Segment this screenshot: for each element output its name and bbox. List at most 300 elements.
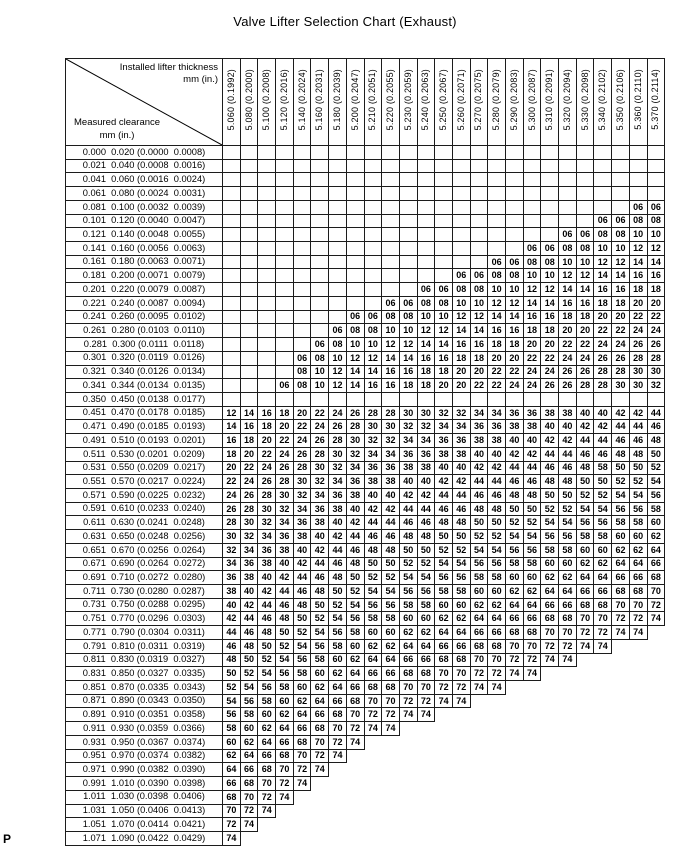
grid-cell: 56 [399, 585, 417, 599]
grid-cell: 22 [594, 324, 612, 338]
grid-cell: 06 [329, 324, 347, 338]
grid-cell: 44 [435, 488, 453, 502]
grid-cell: 16 [223, 434, 241, 448]
grid-cell: 20 [506, 351, 524, 365]
grid-cell: 14 [346, 365, 364, 379]
grid-cell: 70 [576, 612, 594, 626]
thickness-column-header-text: 5.210 (0.2051) [367, 68, 378, 131]
grid-cell: 12 [647, 242, 665, 256]
grid-cell: 56 [293, 653, 311, 667]
grid-cell: 20 [452, 365, 470, 379]
grid-cell: 68 [293, 735, 311, 749]
clearance-range-label: 0.651 0.670 (0.0256 0.0264) [66, 543, 223, 557]
grid-cell: 66 [523, 612, 541, 626]
grid-cell: 54 [311, 626, 329, 640]
grid-cell: 12 [399, 338, 417, 352]
grid-cell: 52 [435, 543, 453, 557]
grid-cell: 18 [541, 324, 559, 338]
header-row [66, 59, 665, 146]
grid-cell: 36 [346, 475, 364, 489]
grid-cell [240, 255, 258, 269]
grid-cell: 30 [258, 502, 276, 516]
grid-cell [488, 228, 506, 242]
grid-cell: 22 [488, 379, 506, 393]
grid-cell [612, 187, 630, 201]
grid-cell [435, 392, 453, 406]
grid-cell: 74 [594, 639, 612, 653]
grid-cell: 52 [629, 475, 647, 489]
grid-cell: 42 [452, 475, 470, 489]
grid-cell [276, 173, 294, 187]
grid-cell: 16 [647, 269, 665, 283]
grid-cell: 56 [559, 530, 577, 544]
grid-cell: 66 [647, 557, 665, 571]
grid-cell: 60 [647, 516, 665, 530]
grid-cell: 62 [435, 612, 453, 626]
grid-cell: 30 [293, 475, 311, 489]
table-row [66, 283, 665, 297]
grid-cell [311, 283, 329, 297]
grid-cell: 48 [329, 571, 347, 585]
grid-cell: 72 [346, 722, 364, 736]
grid-cell: 64 [240, 749, 258, 763]
grid-cell [258, 283, 276, 297]
grid-cell: 60 [417, 612, 435, 626]
table-row [66, 722, 665, 736]
grid-cell [276, 228, 294, 242]
grid-cell [559, 187, 577, 201]
grid-cell: 10 [452, 296, 470, 310]
grid-cell: 44 [346, 530, 364, 544]
grid-cell: 66 [223, 777, 241, 791]
grid-cell: 20 [258, 434, 276, 448]
grid-cell: 50 [399, 543, 417, 557]
grid-cell: 16 [506, 324, 524, 338]
grid-cell: 66 [293, 722, 311, 736]
grid-cell: 46 [559, 461, 577, 475]
grid-cell: 50 [541, 488, 559, 502]
clearance-range-label: 0.221 0.240 (0.0087 0.0094) [66, 296, 223, 310]
grid-cell: 46 [629, 434, 647, 448]
grid-cell: 42 [258, 585, 276, 599]
grid-cell: 48 [399, 530, 417, 544]
grid-cell [223, 365, 241, 379]
grid-cell: 22 [223, 475, 241, 489]
grid-cell [240, 228, 258, 242]
grid-cell: 58 [417, 598, 435, 612]
grid-cell: 44 [506, 461, 524, 475]
thickness-column-header [488, 59, 506, 146]
grid-cell: 52 [346, 585, 364, 599]
grid-cell: 34 [346, 461, 364, 475]
grid-cell [364, 214, 382, 228]
grid-cell: 08 [346, 324, 364, 338]
grid-cell: 52 [223, 681, 241, 695]
grid-cell: 74 [240, 818, 258, 832]
clearance-range-label: 0.041 0.060 (0.0016 0.0024) [66, 173, 223, 187]
grid-cell: 68 [506, 626, 524, 640]
grid-cell [399, 255, 417, 269]
grid-cell: 60 [576, 543, 594, 557]
grid-cell [399, 228, 417, 242]
thickness-column-header [647, 59, 665, 146]
grid-cell: 62 [276, 708, 294, 722]
grid-cell: 30 [311, 461, 329, 475]
grid-cell: 74 [559, 653, 577, 667]
grid-cell: 70 [258, 777, 276, 791]
grid-cell: 72 [223, 818, 241, 832]
grid-cell: 62 [576, 557, 594, 571]
clearance-range-label: 0.771 0.790 (0.0304 0.0311) [66, 626, 223, 640]
grid-cell [435, 242, 453, 256]
grid-cell: 54 [223, 694, 241, 708]
clearance-range-label: 0.061 0.080 (0.0024 0.0031) [66, 187, 223, 201]
grid-cell: 56 [452, 571, 470, 585]
grid-cell: 06 [488, 255, 506, 269]
grid-cell [382, 173, 400, 187]
grid-cell: 40 [399, 475, 417, 489]
grid-cell [506, 146, 524, 160]
grid-cell [506, 159, 524, 173]
thickness-column-header-text: 5.350 (0.2106) [614, 68, 625, 131]
grid-cell: 28 [629, 351, 647, 365]
thickness-column-header [346, 59, 364, 146]
table-row [66, 214, 665, 228]
grid-cell [470, 173, 488, 187]
grid-cell: 22 [258, 447, 276, 461]
thickness-column-header [435, 59, 453, 146]
table-row [66, 653, 665, 667]
thickness-column-header [293, 59, 311, 146]
grid-cell: 70 [523, 639, 541, 653]
grid-cell: 62 [258, 722, 276, 736]
grid-cell [346, 228, 364, 242]
grid-cell [293, 159, 311, 173]
grid-cell: 62 [523, 585, 541, 599]
grid-cell: 42 [293, 557, 311, 571]
grid-cell: 52 [647, 461, 665, 475]
grid-cell [399, 200, 417, 214]
grid-cell: 38 [382, 475, 400, 489]
clearance-range-label: 1.051 1.070 (0.0414 0.0421) [66, 818, 223, 832]
grid-cell [258, 296, 276, 310]
grid-cell: 14 [559, 283, 577, 297]
grid-cell: 14 [223, 420, 241, 434]
grid-cell: 66 [311, 708, 329, 722]
grid-cell: 26 [576, 365, 594, 379]
grid-cell: 44 [612, 420, 630, 434]
grid-cell: 44 [541, 447, 559, 461]
grid-cell: 20 [452, 379, 470, 393]
grid-cell: 16 [417, 351, 435, 365]
grid-cell: 10 [399, 324, 417, 338]
thickness-column-header [276, 59, 294, 146]
grid-cell: 62 [506, 585, 524, 599]
grid-cell: 52 [576, 488, 594, 502]
grid-cell: 46 [311, 571, 329, 585]
table-row [66, 242, 665, 256]
thickness-column-header [612, 59, 630, 146]
grid-cell: 16 [240, 420, 258, 434]
grid-cell [594, 187, 612, 201]
clearance-range-label: 0.591 0.610 (0.0233 0.0240) [66, 502, 223, 516]
grid-cell: 36 [223, 571, 241, 585]
grid-cell [452, 214, 470, 228]
grid-cell: 32 [311, 475, 329, 489]
thickness-column-header [417, 59, 435, 146]
grid-cell: 70 [399, 681, 417, 695]
thickness-column-header-text: 5.240 (0.2063) [420, 68, 431, 131]
grid-cell [399, 269, 417, 283]
grid-cell: 24 [506, 379, 524, 393]
grid-cell [541, 392, 559, 406]
table-row [66, 831, 665, 845]
grid-cell: 40 [223, 598, 241, 612]
grid-cell: 34 [470, 406, 488, 420]
grid-cell: 64 [506, 598, 524, 612]
grid-cell: 68 [612, 585, 630, 599]
grid-cell: 42 [523, 447, 541, 461]
grid-cell [346, 214, 364, 228]
grid-cell: 08 [364, 324, 382, 338]
grid-cell: 42 [541, 434, 559, 448]
grid-cell: 28 [382, 406, 400, 420]
grid-cell: 72 [382, 708, 400, 722]
grid-cell: 36 [382, 461, 400, 475]
grid-cell [559, 214, 577, 228]
grid-cell: 12 [364, 351, 382, 365]
grid-cell [276, 310, 294, 324]
grid-cell [417, 173, 435, 187]
grid-cell: 70 [240, 790, 258, 804]
grid-cell [293, 338, 311, 352]
clearance-range-label: 0.671 0.690 (0.0264 0.0272) [66, 557, 223, 571]
grid-cell: 20 [435, 379, 453, 393]
grid-cell [488, 159, 506, 173]
grid-cell: 70 [223, 804, 241, 818]
grid-cell: 14 [417, 338, 435, 352]
grid-cell: 64 [435, 626, 453, 640]
grid-cell: 60 [293, 681, 311, 695]
grid-cell [223, 159, 241, 173]
table-row [66, 557, 665, 571]
grid-cell [240, 296, 258, 310]
grid-cell [258, 379, 276, 393]
grid-cell: 38 [240, 571, 258, 585]
clearance-range-label: 0.991 1.010 (0.0390 0.0398) [66, 777, 223, 791]
grid-cell: 62 [559, 571, 577, 585]
grid-cell: 20 [240, 447, 258, 461]
grid-cell [470, 200, 488, 214]
grid-cell: 32 [399, 420, 417, 434]
grid-cell: 50 [364, 557, 382, 571]
table-row [66, 392, 665, 406]
thickness-column-header-text: 5.320 (0.2094) [561, 68, 572, 131]
grid-cell [364, 392, 382, 406]
table-row [66, 296, 665, 310]
grid-cell: 58 [329, 639, 347, 653]
grid-cell: 52 [541, 502, 559, 516]
grid-cell: 36 [506, 406, 524, 420]
grid-cell: 06 [346, 310, 364, 324]
grid-cell: 22 [276, 434, 294, 448]
grid-cell: 40 [452, 461, 470, 475]
grid-cell [258, 269, 276, 283]
grid-cell [311, 242, 329, 256]
installed-thickness-label: Installed lifter thickness mm (in.) [119, 62, 218, 86]
grid-cell: 42 [311, 543, 329, 557]
grid-cell: 28 [293, 461, 311, 475]
grid-cell [382, 214, 400, 228]
grid-cell [276, 269, 294, 283]
thickness-column-header [506, 59, 524, 146]
grid-cell: 48 [240, 639, 258, 653]
grid-cell [329, 242, 347, 256]
grid-cell: 52 [311, 612, 329, 626]
grid-cell: 16 [470, 338, 488, 352]
grid-cell: 32 [346, 447, 364, 461]
grid-cell: 10 [417, 310, 435, 324]
grid-cell: 68 [399, 667, 417, 681]
grid-cell: 06 [470, 269, 488, 283]
grid-cell: 46 [506, 475, 524, 489]
grid-cell [329, 283, 347, 297]
grid-cell: 38 [452, 447, 470, 461]
grid-cell: 64 [223, 763, 241, 777]
grid-cell: 30 [364, 420, 382, 434]
grid-cell: 38 [541, 406, 559, 420]
grid-cell [488, 146, 506, 160]
grid-cell: 44 [382, 516, 400, 530]
grid-cell: 14 [576, 283, 594, 297]
grid-cell [470, 214, 488, 228]
grid-cell: 32 [382, 434, 400, 448]
grid-cell: 74 [258, 804, 276, 818]
grid-cell: 62 [293, 694, 311, 708]
grid-cell: 74 [647, 612, 665, 626]
grid-cell [311, 200, 329, 214]
grid-cell: 72 [470, 667, 488, 681]
grid-cell [311, 173, 329, 187]
grid-cell: 14 [541, 296, 559, 310]
grid-cell: 46 [647, 420, 665, 434]
grid-cell: 38 [364, 475, 382, 489]
clearance-range-label: 0.241 0.260 (0.0095 0.0102) [66, 310, 223, 324]
grid-cell: 10 [346, 338, 364, 352]
grid-cell: 40 [559, 420, 577, 434]
grid-cell: 34 [364, 447, 382, 461]
grid-cell: 70 [612, 598, 630, 612]
grid-cell: 66 [576, 585, 594, 599]
grid-cell [293, 324, 311, 338]
grid-cell: 62 [541, 571, 559, 585]
grid-cell: 72 [541, 639, 559, 653]
grid-cell: 16 [452, 338, 470, 352]
clearance-range-label: 0.451 0.470 (0.0178 0.0185) [66, 406, 223, 420]
grid-cell: 50 [506, 502, 524, 516]
grid-cell [240, 214, 258, 228]
grid-cell: 58 [594, 530, 612, 544]
grid-cell: 46 [435, 502, 453, 516]
grid-cell: 24 [258, 461, 276, 475]
grid-cell: 36 [488, 420, 506, 434]
grid-cell [346, 296, 364, 310]
grid-cell: 30 [399, 406, 417, 420]
grid-cell: 26 [311, 434, 329, 448]
grid-cell: 08 [523, 255, 541, 269]
grid-cell [523, 159, 541, 173]
grid-cell [223, 324, 241, 338]
grid-cell [399, 159, 417, 173]
grid-cell [399, 283, 417, 297]
grid-cell: 72 [559, 639, 577, 653]
grid-cell: 18 [435, 365, 453, 379]
grid-cell: 52 [399, 557, 417, 571]
grid-cell: 48 [364, 543, 382, 557]
grid-cell: 16 [559, 296, 577, 310]
grid-cell: 50 [523, 502, 541, 516]
table-row [66, 639, 665, 653]
grid-cell: 66 [506, 612, 524, 626]
grid-cell: 14 [506, 310, 524, 324]
grid-cell: 08 [399, 310, 417, 324]
grid-cell: 34 [435, 420, 453, 434]
grid-cell: 60 [435, 598, 453, 612]
grid-cell: 66 [399, 653, 417, 667]
grid-cell: 12 [612, 255, 630, 269]
grid-cell [223, 310, 241, 324]
grid-cell: 74 [276, 790, 294, 804]
grid-cell: 08 [311, 351, 329, 365]
grid-cell: 06 [594, 214, 612, 228]
table-row [66, 585, 665, 599]
grid-cell: 24 [594, 338, 612, 352]
grid-cell: 60 [223, 735, 241, 749]
table-row [66, 255, 665, 269]
grid-cell [382, 146, 400, 160]
grid-cell: 68 [258, 763, 276, 777]
clearance-range-label: 0.471 0.490 (0.0185 0.0193) [66, 420, 223, 434]
grid-cell [399, 214, 417, 228]
clearance-range-label: 0.121 0.140 (0.0048 0.0055) [66, 228, 223, 242]
grid-cell: 18 [612, 296, 630, 310]
grid-cell: 18 [506, 338, 524, 352]
grid-cell: 54 [435, 557, 453, 571]
grid-cell: 58 [240, 708, 258, 722]
grid-cell [258, 392, 276, 406]
grid-cell [276, 146, 294, 160]
grid-cell [488, 200, 506, 214]
clearance-range-label: 0.931 0.950 (0.0367 0.0374) [66, 735, 223, 749]
grid-cell: 18 [417, 365, 435, 379]
grid-cell: 46 [399, 516, 417, 530]
grid-cell [523, 187, 541, 201]
grid-cell: 64 [417, 639, 435, 653]
grid-cell [612, 159, 630, 173]
grid-cell: 34 [240, 543, 258, 557]
table-row [66, 777, 665, 791]
grid-cell: 08 [612, 228, 630, 242]
grid-cell: 56 [506, 543, 524, 557]
grid-cell: 12 [382, 338, 400, 352]
grid-cell [329, 228, 347, 242]
grid-cell: 12 [470, 310, 488, 324]
grid-cell: 42 [276, 571, 294, 585]
grid-cell: 22 [470, 379, 488, 393]
grid-cell: 70 [506, 639, 524, 653]
grid-cell: 32 [276, 502, 294, 516]
grid-cell: 20 [541, 338, 559, 352]
